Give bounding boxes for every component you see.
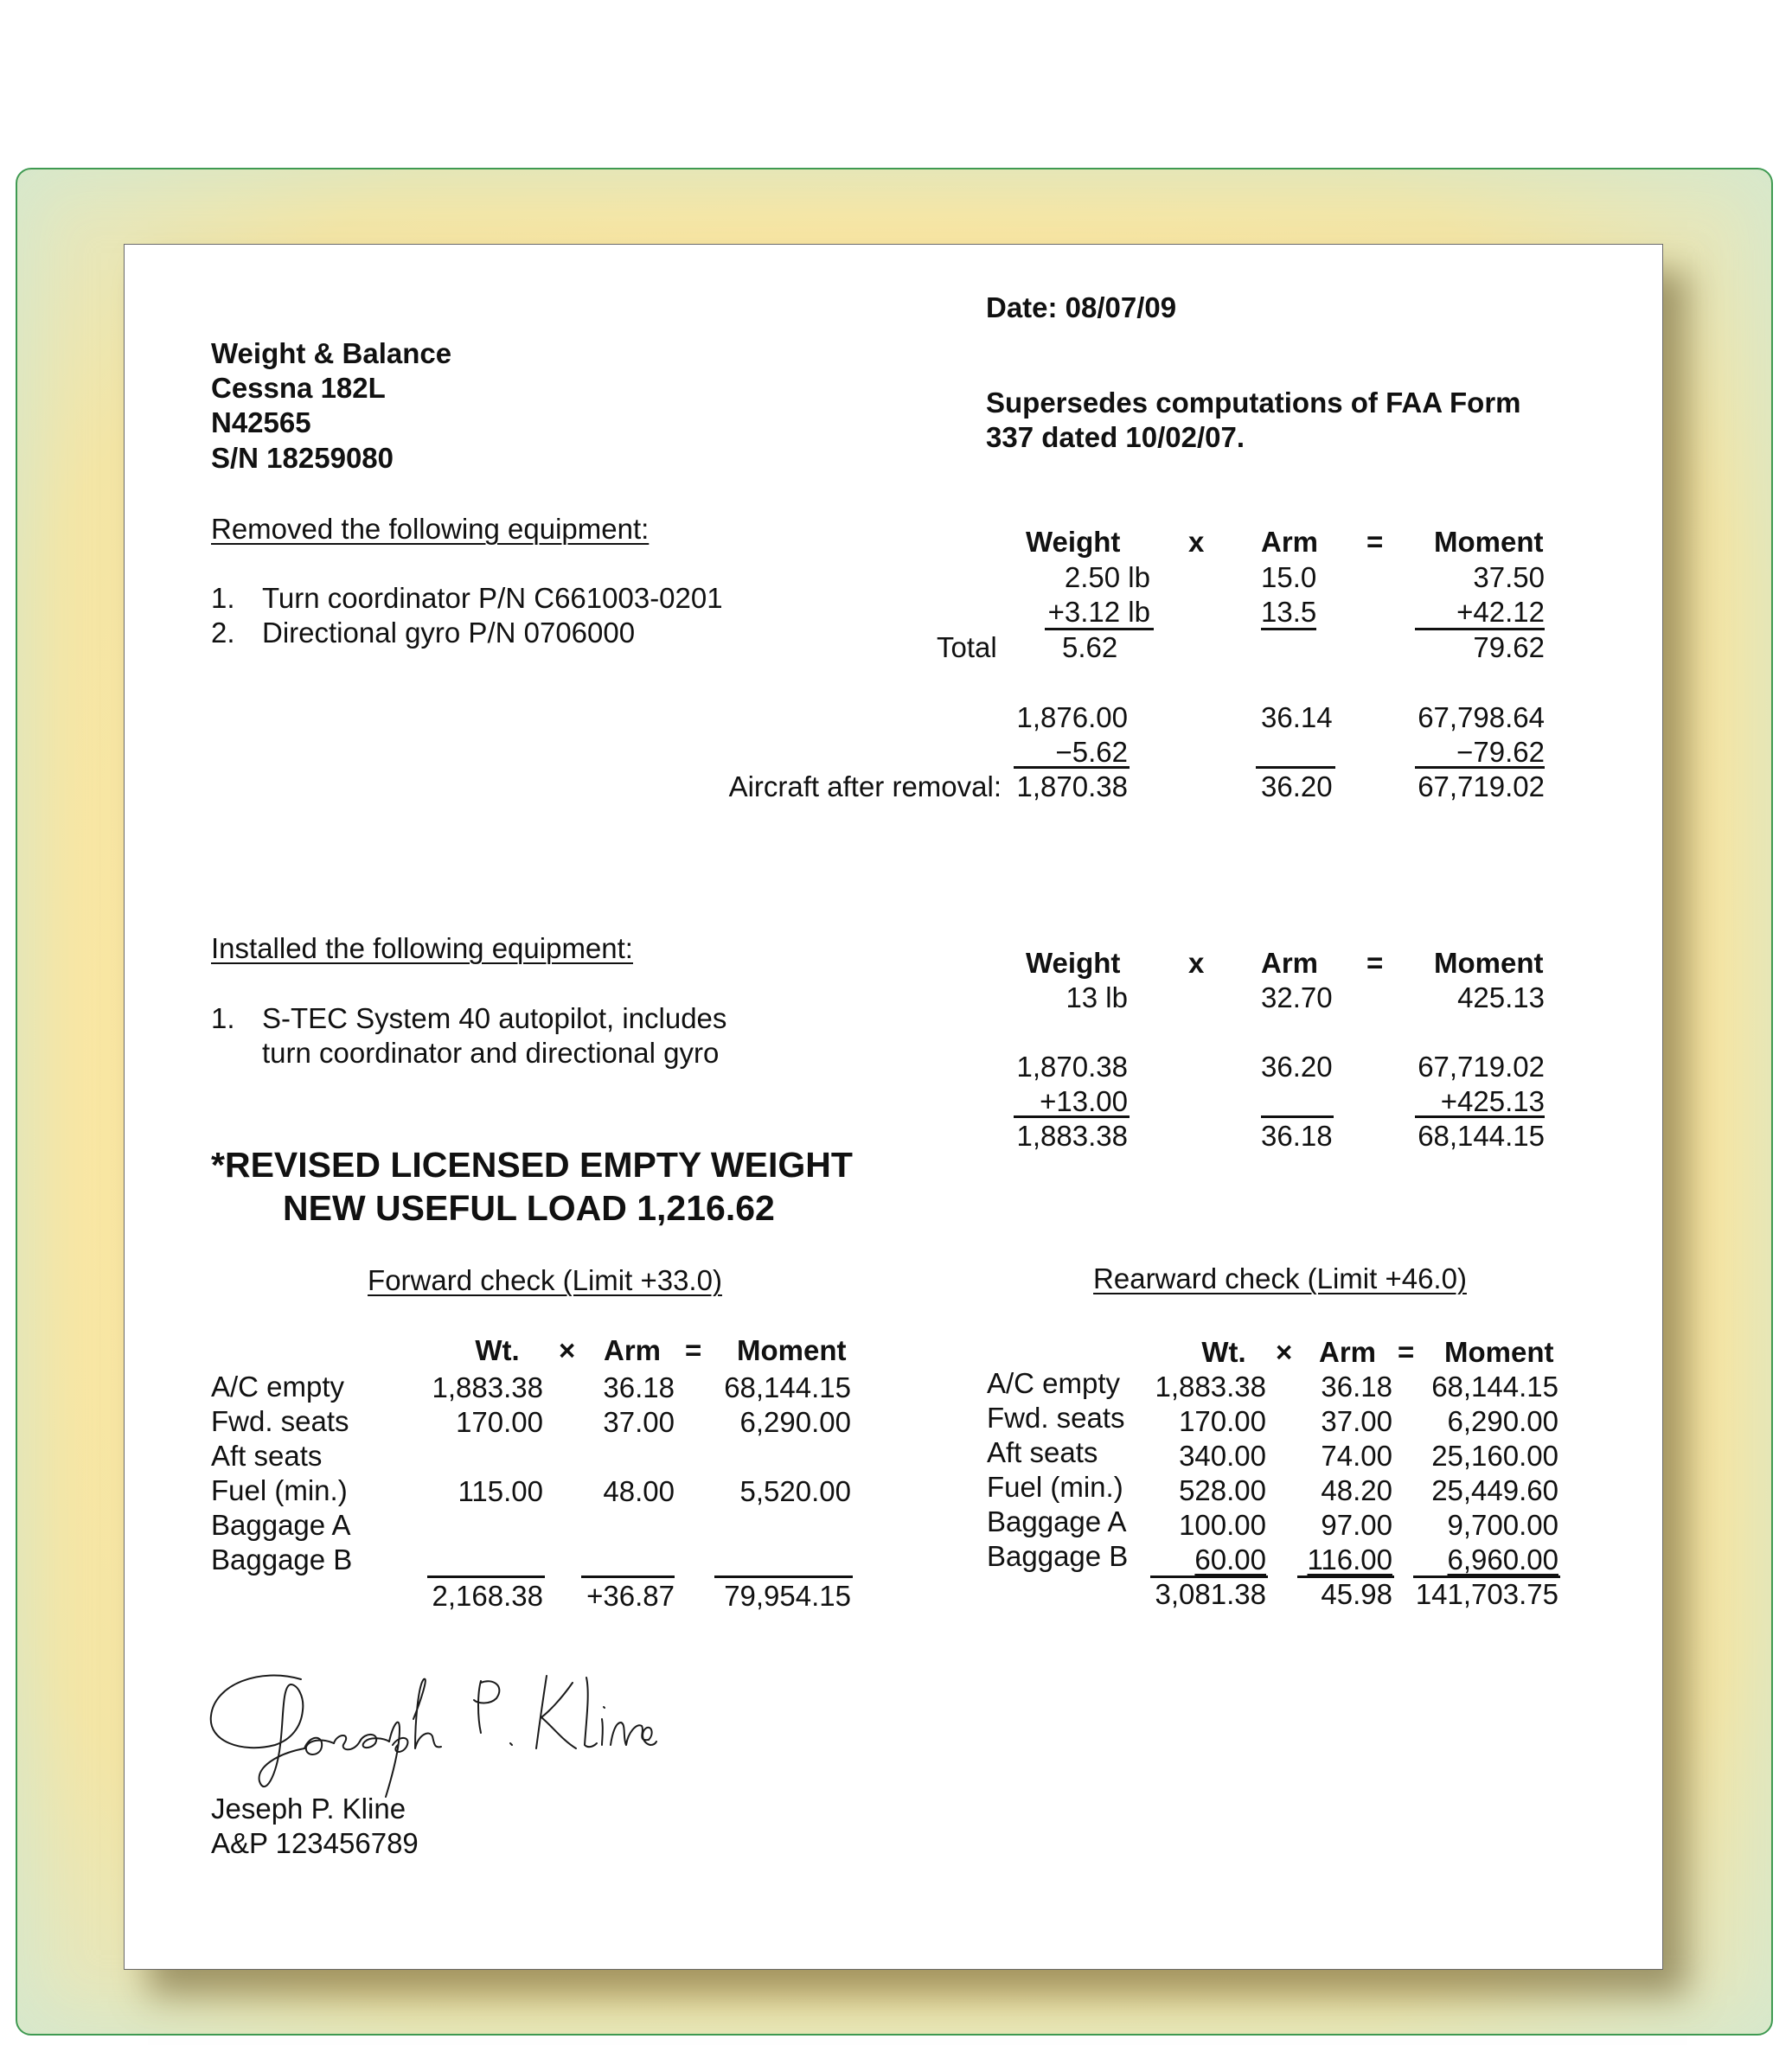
installed-result-arm: 36.18: [1261, 1120, 1333, 1152]
installed-col-eq: =: [1366, 947, 1384, 979]
forward-row-label: Baggage B: [211, 1544, 353, 1575]
removed-row2-moment: +42.12: [1456, 596, 1545, 628]
signer-certificate: A&P 123456789: [211, 1827, 419, 1859]
removed-calc-arm-rule: [1256, 766, 1335, 769]
rearward-row-moment: 9,700.00: [1447, 1509, 1558, 1541]
rearward-check-title: Rearward check (Limit +46.0): [1093, 1262, 1467, 1294]
installed-heading: Installed the following equipment:: [211, 932, 633, 964]
rearward-row-wt: 170.00: [1179, 1405, 1266, 1437]
installed-row-arm: 32.70: [1261, 981, 1333, 1013]
removed-calc-moment-rule: [1415, 766, 1545, 769]
forward-row-label: A/C empty: [211, 1371, 345, 1403]
removed-row2-weight: +3.12 lb: [1047, 596, 1150, 628]
rearward-row-label: Baggage A: [987, 1505, 1127, 1537]
rearward-row-wt: 60.00: [1194, 1544, 1266, 1575]
installed-calc-weight-rule: [1014, 1115, 1130, 1118]
rearward-row-wt: 100.00: [1179, 1509, 1266, 1541]
removed-heading: Removed the following equipment:: [211, 513, 650, 545]
rearward-header-moment: Moment: [1444, 1336, 1554, 1368]
forward-header-x: ×: [559, 1334, 576, 1366]
forward-row-label: Aft seats: [211, 1440, 323, 1472]
forward-total-arm: +36.87: [586, 1580, 675, 1612]
forward-check-title: Forward check (Limit +33.0): [368, 1264, 722, 1296]
forward-total-wt-rule: [427, 1575, 545, 1578]
removed-total-label: Total: [937, 631, 997, 663]
installed-calc-moment-rule: [1415, 1115, 1545, 1118]
removed-calc-row2-moment: −79.62: [1456, 736, 1545, 768]
rearward-row-label: A/C empty: [987, 1367, 1121, 1399]
removed-col-arm: Arm: [1261, 526, 1319, 558]
title-line-1: Weight & Balance: [211, 337, 452, 369]
rearward-row-arm: 48.20: [1321, 1474, 1392, 1506]
rearward-row-moment: 25,160.00: [1431, 1440, 1558, 1472]
rearward-row-moment: 25,449.60: [1431, 1474, 1558, 1506]
removed-row1-arm: 15.0: [1261, 561, 1317, 593]
revised-empty-weight: *REVISED LICENSED EMPTY WEIGHT: [211, 1145, 853, 1185]
removed-result-weight: 1,870.38: [1016, 770, 1128, 802]
forward-row-wt: 170.00: [456, 1406, 543, 1438]
rearward-row-arm: 97.00: [1321, 1509, 1392, 1541]
forward-total-moment: 79,954.15: [724, 1580, 851, 1612]
forward-row-label: Fuel (min.): [211, 1474, 348, 1506]
installed-col-arm: Arm: [1261, 947, 1319, 979]
rearward-header-arm: Arm: [1319, 1336, 1377, 1368]
removed-calc-row2-weight: −5.62: [1055, 736, 1128, 768]
rearward-row-moment: 68,144.15: [1431, 1371, 1558, 1403]
rearward-row-moment: 6,960.00: [1447, 1544, 1558, 1575]
removed-calc-row1-arm: 36.14: [1261, 701, 1333, 733]
rearward-row-label: Fuel (min.): [987, 1471, 1123, 1503]
forward-row-label: Baggage A: [211, 1509, 351, 1541]
removed-col-x: x: [1188, 526, 1205, 558]
forward-row-moment: 6,290.00: [739, 1406, 851, 1438]
rearward-header-eq: =: [1398, 1336, 1415, 1368]
new-useful-load: NEW USEFUL LOAD 1,216.62: [283, 1188, 775, 1228]
removed-col-moment: Moment: [1434, 526, 1544, 558]
forward-total-arm-rule: [581, 1575, 675, 1578]
rearward-header-x: ×: [1276, 1336, 1293, 1368]
rearward-row-moment: 6,290.00: [1447, 1405, 1558, 1437]
forward-header-arm: Arm: [604, 1334, 662, 1366]
rearward-total-arm: 45.98: [1321, 1578, 1392, 1610]
removed-item-2: Directional gyro P/N 0706000: [262, 617, 636, 649]
rearward-row-label: Baggage B: [987, 1540, 1129, 1572]
installed-row-weight: 13 lb: [1066, 981, 1128, 1013]
installed-col-moment: Moment: [1434, 947, 1544, 979]
installed-calc-row1-weight: 1,870.38: [1016, 1051, 1128, 1083]
installed-calc-row2-weight: +13.00: [1040, 1085, 1128, 1117]
installed-item-num: 1.: [211, 1002, 235, 1034]
rearward-row-label: Aft seats: [987, 1436, 1098, 1468]
title-line-4: S/N 18259080: [211, 442, 394, 474]
handwritten-signature: [208, 1659, 657, 1814]
forward-total-wt: 2,168.38: [432, 1580, 543, 1612]
removed-col-weight: Weight: [1026, 526, 1121, 558]
forward-row-arm: 36.18: [603, 1371, 675, 1403]
forward-row-wt: 115.00: [458, 1475, 543, 1507]
rearward-row-arm: 116.00: [1307, 1544, 1392, 1575]
rearward-row-wt: 528.00: [1179, 1474, 1266, 1506]
installed-row-moment: 425.13: [1457, 981, 1545, 1013]
forward-row-arm: 37.00: [603, 1406, 675, 1438]
rearward-total-moment: 141,703.75: [1415, 1578, 1558, 1610]
removed-calc-row1-moment: 67,798.64: [1418, 701, 1545, 733]
rearward-row-label: Fwd. seats: [987, 1402, 1125, 1434]
forward-header-wt: Wt.: [475, 1334, 520, 1366]
removed-col-eq: =: [1366, 526, 1384, 558]
removed-row2-arm: 13.5: [1261, 596, 1317, 628]
rearward-row-arm: 37.00: [1321, 1405, 1392, 1437]
removed-item-1: Turn coordinator P/N C661003-0201: [262, 582, 723, 614]
rearward-total-wt: 3,081.38: [1155, 1578, 1266, 1610]
installed-calc-arm-rule: [1261, 1115, 1334, 1118]
forward-row-moment: 5,520.00: [739, 1475, 851, 1507]
removed-total-weight: 5.62: [1062, 631, 1118, 663]
title-line-3: N42565: [211, 406, 311, 438]
removed-arm-rule: [1261, 628, 1316, 630]
forward-total-moment-rule: [714, 1575, 853, 1578]
rearward-row-wt: 1,883.38: [1155, 1371, 1266, 1403]
forward-row-wt: 1,883.38: [432, 1371, 543, 1403]
removed-row1-weight: 2.50 lb: [1064, 561, 1150, 593]
forward-row-label: Fwd. seats: [211, 1405, 349, 1437]
removed-calc-row1-weight: 1,876.00: [1016, 701, 1128, 733]
aircraft-after-removal-label: Aircraft after removal:: [728, 770, 1002, 802]
removed-calc-weight-rule: [1014, 766, 1130, 769]
installed-calc-row1-arm: 36.20: [1261, 1051, 1333, 1083]
installed-col-weight: Weight: [1026, 947, 1121, 979]
rearward-row-arm: 74.00: [1321, 1440, 1392, 1472]
signer-name: Jeseph P. Kline: [211, 1793, 406, 1825]
installed-result-moment: 68,144.15: [1418, 1120, 1545, 1152]
removed-item-1-num: 1.: [211, 582, 235, 614]
installed-item-line-1: S-TEC System 40 autopilot, includes: [262, 1002, 727, 1034]
supersedes-line-2: 337 dated 10/02/07.: [986, 421, 1245, 453]
rearward-row-arm: 36.18: [1321, 1371, 1392, 1403]
title-line-2: Cessna 182L: [211, 372, 386, 404]
rearward-header-wt: Wt.: [1201, 1336, 1246, 1368]
forward-header-moment: Moment: [737, 1334, 847, 1366]
forward-row-arm: 48.00: [603, 1475, 675, 1507]
installed-item-line-2: turn coordinator and directional gyro: [262, 1037, 720, 1069]
removed-result-moment: 67,719.02: [1418, 770, 1545, 802]
rearward-row-wt: 340.00: [1179, 1440, 1266, 1472]
forward-header-eq: =: [685, 1334, 702, 1366]
installed-calc-row1-moment: 67,719.02: [1418, 1051, 1545, 1083]
date-line: Date: 08/07/09: [986, 291, 1177, 323]
supersedes-line-1: Supersedes computations of FAA Form: [986, 387, 1521, 419]
removed-item-2-num: 2.: [211, 617, 235, 649]
installed-col-x: x: [1188, 947, 1205, 979]
removed-result-arm: 36.20: [1261, 770, 1333, 802]
forward-row-moment: 68,144.15: [724, 1371, 851, 1403]
removed-row1-moment: 37.50: [1473, 561, 1545, 593]
installed-result-weight: 1,883.38: [1016, 1120, 1128, 1152]
installed-calc-row2-moment: +425.13: [1440, 1085, 1545, 1117]
removed-total-moment: 79.62: [1473, 631, 1545, 663]
